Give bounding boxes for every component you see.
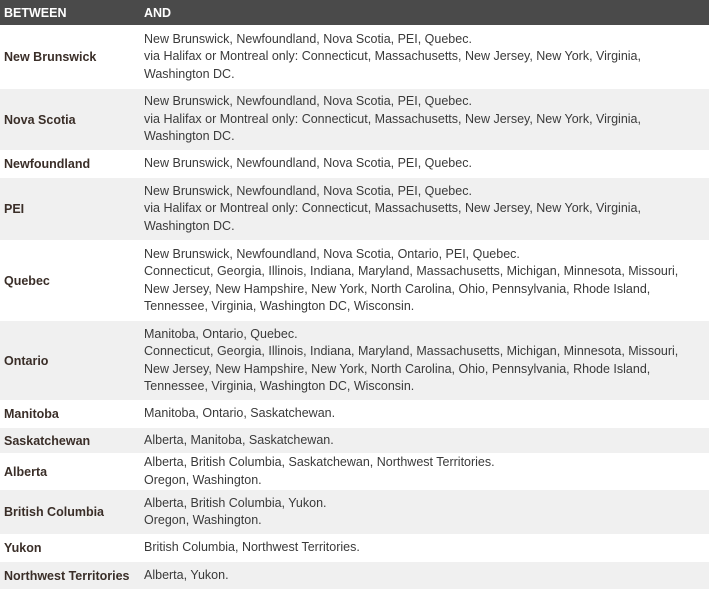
row-and-line: New Brunswick, Newfoundland, Nova Scotia, PEI, Quebec. bbox=[144, 94, 472, 109]
table-body bbox=[0, 25, 709, 589]
table-row bbox=[0, 427, 709, 453]
row-and-line: Alberta, British Columbia, Saskatchewan, Northwest Territories. bbox=[144, 455, 495, 469]
row-and-cell bbox=[140, 401, 709, 427]
row-and-cell bbox=[140, 562, 709, 589]
row-between-cell: Yukon bbox=[4, 541, 42, 555]
row-between-cell: Ontario bbox=[4, 353, 49, 368]
row-and-cell bbox=[140, 26, 709, 88]
row-and-cell bbox=[140, 241, 709, 320]
row-and-line: British Columbia, Northwest Territories. bbox=[144, 540, 360, 555]
table-row bbox=[0, 320, 709, 400]
row-and-line: Connecticut, Georgia, Illinois, Indiana, Maryland, Massachusetts, Michigan, Minnesota, Missouri, New Jersey, New Hampshire, New York, North Carolina, Ohio, Pennsylvania, Rhode Island, Tennessee, Virginia, Washington DC, Wisconsin. bbox=[144, 264, 679, 313]
table-row bbox=[0, 88, 709, 150]
row-and-line: via Halifax or Montreal only: Connecticut, Massachusetts, New Jersey, New York, Virginia, Washington DC. bbox=[144, 201, 641, 233]
row-and-line: Manitoba, Ontario, Saskatchewan. bbox=[144, 406, 336, 421]
header-between: BETWEEN bbox=[4, 5, 67, 20]
table-row bbox=[0, 453, 709, 489]
table-row bbox=[0, 240, 709, 320]
row-between-cell: PEI bbox=[4, 202, 25, 216]
row-and-line: Alberta, Manitoba, Saskatchewan. bbox=[144, 432, 334, 447]
row-between-cell: British Columbia bbox=[4, 505, 105, 519]
table-row bbox=[0, 534, 709, 561]
row-and-cell bbox=[140, 151, 709, 177]
row-and-line: via Halifax or Montreal only: Connecticut, Massachusetts, New Jersey, New York, Virginia, Washington DC. bbox=[144, 49, 641, 81]
table-row bbox=[0, 400, 709, 427]
row-between-cell: Northwest Territories bbox=[4, 568, 130, 583]
row-between-cell: Nova Scotia bbox=[4, 112, 76, 127]
row-and-cell bbox=[140, 89, 709, 150]
row-and-cell bbox=[140, 321, 709, 400]
row-and-line: Connecticut, Georgia, Illinois, Indiana, Maryland, Massachusetts, Michigan, Minnesota, Missouri, New Jersey, New Hampshire, New York, North Carolina, Ohio, Pennsylvania, Rhode Island, Tennessee, Virginia, Washington DC, Wisconsin. bbox=[144, 344, 679, 393]
row-and-line: New Brunswick, Newfoundland, Nova Scotia, PEI, Quebec. bbox=[144, 183, 472, 198]
table-row bbox=[0, 150, 709, 177]
table-header bbox=[0, 0, 709, 25]
table-row bbox=[0, 489, 709, 534]
row-and-line: Alberta, British Columbia, Yukon. bbox=[144, 495, 327, 510]
row-between-cell: New Brunswick bbox=[4, 50, 97, 64]
row-and-cell bbox=[140, 454, 709, 489]
row-between-cell: Alberta bbox=[4, 464, 48, 479]
table-row bbox=[0, 177, 709, 240]
table-row bbox=[0, 25, 709, 88]
row-between-cell: Manitoba bbox=[4, 407, 59, 421]
header-and: AND bbox=[144, 5, 172, 20]
table-row bbox=[0, 561, 709, 589]
row-and-line: Manitoba, Ontario, Quebec. bbox=[144, 326, 298, 341]
row-and-cell bbox=[140, 535, 709, 561]
row-and-line: New Brunswick, Newfoundland, Nova Scotia, Ontario, PEI, Quebec. bbox=[144, 246, 520, 261]
row-between-cell: Quebec bbox=[4, 273, 50, 288]
row-and-line: Oregon, Washington. bbox=[144, 472, 262, 487]
row-and-cell bbox=[140, 178, 709, 240]
row-and-line: via Halifax or Montreal only: Connecticut, Massachusetts, New Jersey, New York, Virginia, Washington DC. bbox=[144, 111, 641, 144]
row-between-cell: Saskatchewan bbox=[4, 433, 91, 448]
row-between-cell: Newfoundland bbox=[4, 157, 91, 171]
row-and-cell bbox=[140, 490, 709, 534]
row-and-line: New Brunswick, Newfoundland, Nova Scotia, PEI, Quebec. bbox=[144, 156, 472, 171]
row-and-cell bbox=[140, 428, 709, 453]
row-and-line: Oregon, Washington. bbox=[144, 513, 262, 527]
row-and-line: Alberta, Yukon. bbox=[144, 567, 229, 582]
row-and-line: New Brunswick, Newfoundland, Nova Scotia, PEI, Quebec. bbox=[144, 31, 472, 46]
